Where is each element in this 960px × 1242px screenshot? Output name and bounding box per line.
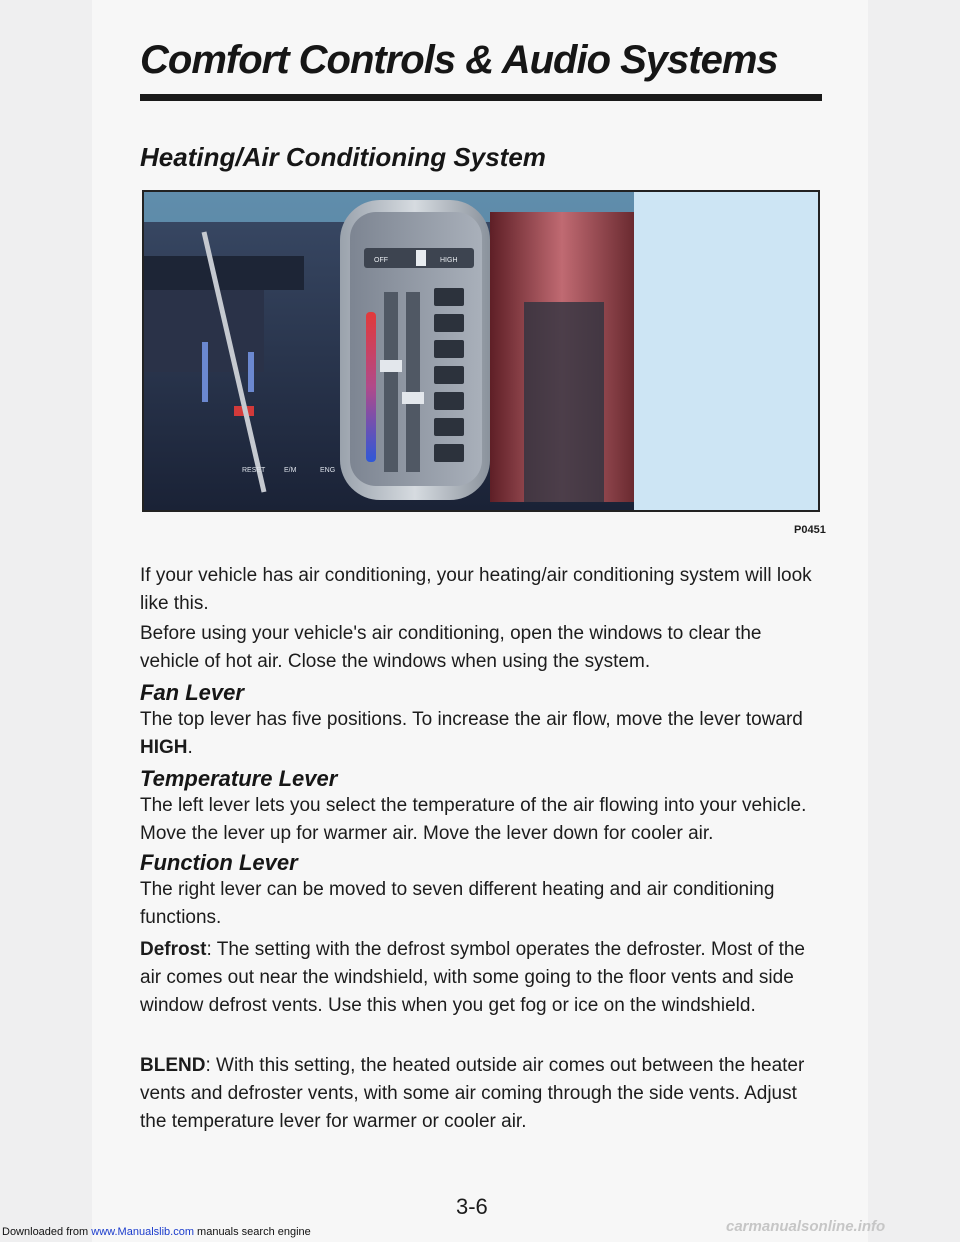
footer-suffix: manuals search engine: [193, 1226, 311, 1238]
fan-label-off: OFF: [374, 257, 388, 264]
fan-lever-text-before: The top lever has five positions. To increase the air flow, move the lever toward: [140, 709, 803, 730]
radio-panel: [524, 302, 604, 502]
defrost-term: Defrost: [140, 939, 207, 960]
photo-backdrop: [634, 192, 818, 510]
temperature-lever-track: [384, 292, 398, 472]
gauge-needle-left: [202, 342, 208, 402]
fan-lever-heading: Fan Lever: [140, 680, 244, 705]
climate-control-illustration: [144, 192, 818, 510]
photo-code: P0451: [794, 524, 826, 536]
button-label-eng: ENG: [320, 467, 336, 474]
fan-lever-knob: [416, 250, 426, 266]
blend-term: BLEND: [140, 1055, 206, 1076]
temperature-scale: [366, 312, 376, 462]
footer-prefix: Downloaded from: [2, 1226, 92, 1238]
button-label-em: E/M: [284, 467, 297, 474]
chapter-title: Comfort Controls & Audio Systems: [140, 38, 778, 82]
watermark: carmanualsonline.info: [726, 1218, 886, 1235]
defrost-paragraph: [140, 936, 820, 1020]
section-title: Heating/Air Conditioning System: [140, 142, 546, 172]
temperature-lever-text: The left lever lets you select the temperature of the air flowing into your vehicle. Move the lever up for warmer air. Move the lever down for cooler air.: [140, 795, 807, 844]
function-lever-track: [406, 292, 420, 472]
title-rule: [140, 94, 822, 101]
climate-control-photo: [142, 190, 820, 512]
blend-text: : With this setting, the heated outside air comes out between the heater vents and defroster vents, with some air coming through the side vents. Adjust the temperature lever for warmer or cooler air.: [140, 1055, 805, 1132]
fan-lever-text: [140, 706, 820, 762]
button-label-reset: RESET: [242, 467, 266, 474]
cluster-hood: [144, 256, 304, 290]
intro-paragraph-1: If your vehicle has air conditioning, your heating/air conditioning system will look like this.: [140, 565, 812, 614]
fan-lever-high: HIGH: [140, 737, 188, 758]
temperature-lever-heading: Temperature Lever: [140, 766, 338, 791]
download-footer: [2, 1226, 311, 1238]
defrost-text: : The setting with the defrost symbol operates the defroster. Most of the air comes out near the windshield, with some going to the floor vents and side window defrost vents. Use this when you get fog or ice on the windshield.: [140, 939, 805, 1016]
function-labels: [434, 288, 464, 462]
temperature-lever-knob: [380, 360, 402, 372]
function-lever-text: The right lever can be moved to seven different heating and air conditioning functions.: [140, 879, 775, 928]
fan-label-high: HIGH: [440, 257, 458, 264]
intro-paragraph-2: Before using your vehicle's air conditioning, open the windows to clear the vehicle of hot air. Close the windows when using the system.: [140, 623, 762, 672]
trip-computer-buttons: [242, 467, 335, 474]
gauge-needle-right: [248, 352, 254, 392]
manualslib-link[interactable]: www.Manualslib.com: [91, 1226, 194, 1238]
page-number: 3-6: [456, 1194, 488, 1219]
function-lever-heading: Function Lever: [140, 850, 298, 875]
fan-lever-text-after: .: [187, 737, 193, 758]
blend-paragraph: [140, 1052, 820, 1136]
function-lever-knob: [402, 392, 424, 404]
